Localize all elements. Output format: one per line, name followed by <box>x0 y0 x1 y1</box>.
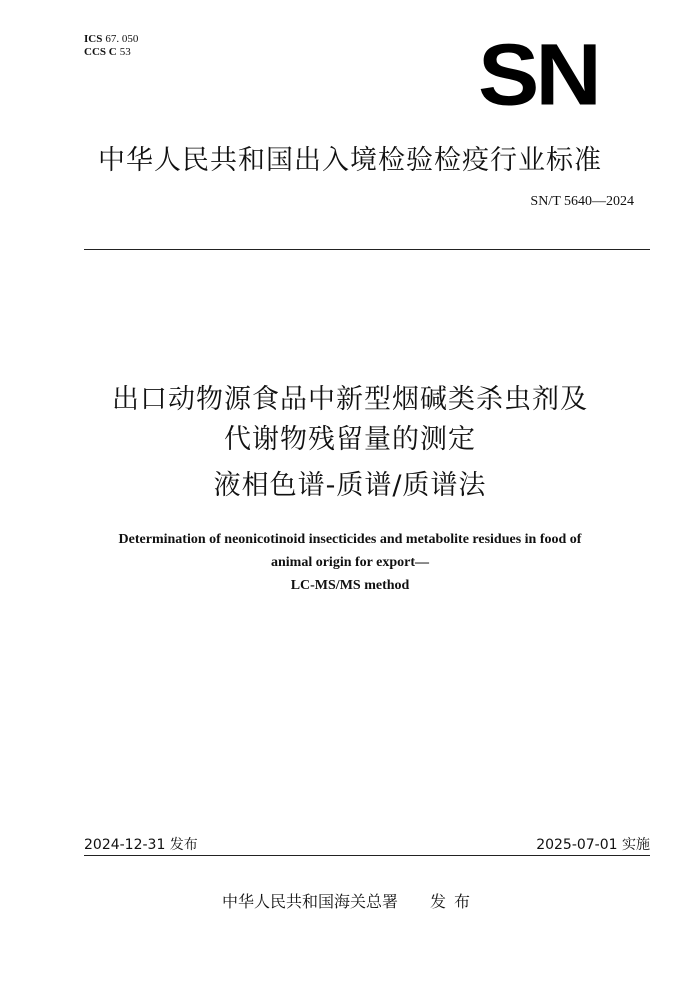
top-divider <box>84 249 650 250</box>
publisher-name: 中华人民共和国海关总署 <box>221 892 398 911</box>
sn-logo: SN <box>478 26 598 124</box>
title-cn-line3: 液相色谱-质谱/质谱法 <box>213 470 487 501</box>
ics-label: ICS <box>84 33 103 45</box>
title-en-line2: animal origin for export— <box>270 555 429 570</box>
implement-date: 2025-07-01 实施 <box>536 837 650 853</box>
ccs-code <box>84 46 138 59</box>
bottom-divider <box>84 855 650 856</box>
title-en-line1: Determination of neonicotinoid insecticides and metabolite residues in food of <box>118 532 582 547</box>
publisher-action: 发布 <box>430 892 479 911</box>
publisher <box>0 889 700 912</box>
issue-date: 2024-12-31 发布 <box>84 837 198 853</box>
title-en-line3: LC-MS/MS method <box>290 578 410 593</box>
ccs-value: 53 <box>119 46 131 58</box>
organization-title: 中华人民共和国出入境检验检疫行业标准 <box>98 145 602 176</box>
title-cn-line1: 出口动物源食品中新型烟碱类杀虫剂及 <box>112 384 588 415</box>
title-cn-line2: 代谢物残留量的测定 <box>224 424 476 455</box>
ccs-label: CCS C <box>84 46 117 58</box>
ics-value: 67. 050 <box>105 33 139 45</box>
classification-codes <box>84 33 138 59</box>
standard-number: SN/T 5640—2024 <box>530 194 634 209</box>
ics-code <box>84 33 138 46</box>
